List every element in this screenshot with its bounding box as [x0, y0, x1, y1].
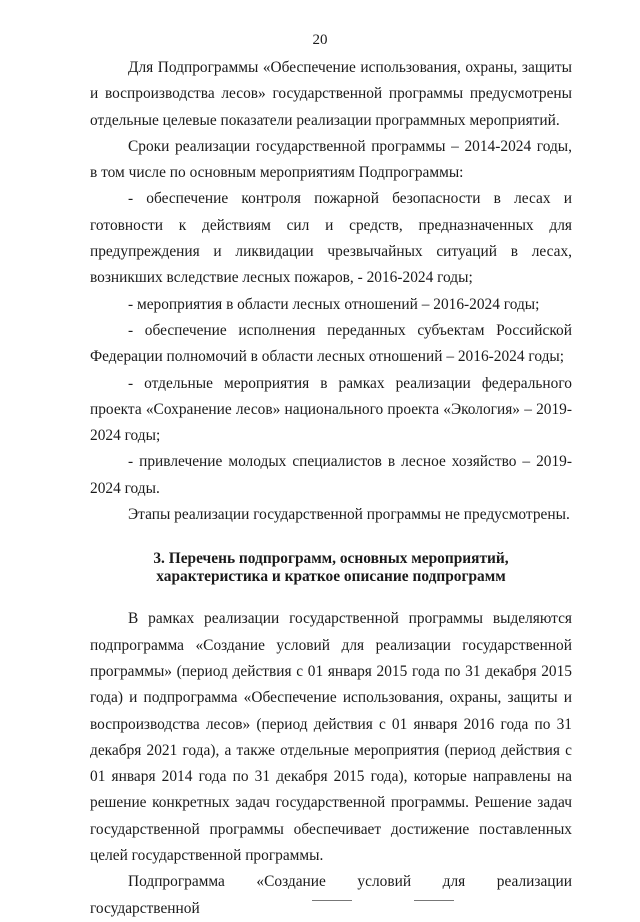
- page-content: [90, 55, 572, 922]
- list-item-delegated-powers: - обеспечение исполнения переданных субъектам Российской Федерации полномочий в области лесных отношений – 2016-2024 годы;: [90, 321, 572, 366]
- list-item-federal-project: - отдельные мероприятия в рамках реализации федерального проекта «Сохранение лесов» национального проекта «Экология» – 2019-2024 годы;: [90, 374, 572, 445]
- paragraph-stages: Этапы реализации государственной программы не предусмотрены.: [128, 506, 570, 524]
- section-heading-line-2: характеристика и краткое описание подпрограмм: [156, 568, 506, 586]
- paragraph-subprogram-conditions: Подпрограмма «Создание условий для реализации государственной: [90, 873, 572, 917]
- paragraph-program-timeline: Сроки реализации государственной программы – 2014-2024 годы, в том числе по основным мероприятиям Подпрограммы:: [90, 137, 572, 182]
- page-number: 20: [312, 32, 328, 48]
- footer-rule-left: [312, 900, 352, 901]
- section-heading-line-1: 3. Перечень подпрограмм, основных мероприятий,: [153, 550, 509, 568]
- paragraph-subprograms-overview: В рамках реализации государственной программы выделяются подпрограмма «Создание условий для реализации государственной программы» (период действия с 01 января 2015 года по 31 декабря 2015 года) и подпрограмма «Обеспечение использования, охраны, защиты и воспроизводства лесов» (период действия с 01 января 2016 года по 31 декабря 2021 года), а также отдельные мероприятия (период действия с 01 января 2014 года по 31 декабря 2015 года), которые направлены на решение конкретных задач государственной программы. Решение задач государственной программы обеспечивает достижение поставленных целей государственной программы.: [90, 610, 572, 865]
- list-item-fire-safety: - обеспечение контроля пожарной безопасности в лесах и готовности к действиям сил и средств, предназначенных для предупреждения и ликвидации чрезвычайных ситуаций в лесах, возникших вследствие лесных пожаров, - 2016-2024 годы;: [90, 190, 572, 287]
- footer-rule-right: [414, 900, 454, 901]
- paragraph-subprogram-indicators: Для Подпрограммы «Обеспечение использования, охраны, защиты и воспроизводства лесов» государственной программы предусмотрены отдельные целевые показатели реализации программных мероприятий.: [90, 59, 572, 129]
- list-item-young-specialists: - привлечение молодых специалистов в лесное хозяйство – 2019-2024 годы.: [90, 453, 572, 497]
- section-heading: [90, 550, 572, 586]
- list-item-forest-relations: - мероприятия в области лесных отношений – 2016-2024 годы;: [128, 295, 540, 313]
